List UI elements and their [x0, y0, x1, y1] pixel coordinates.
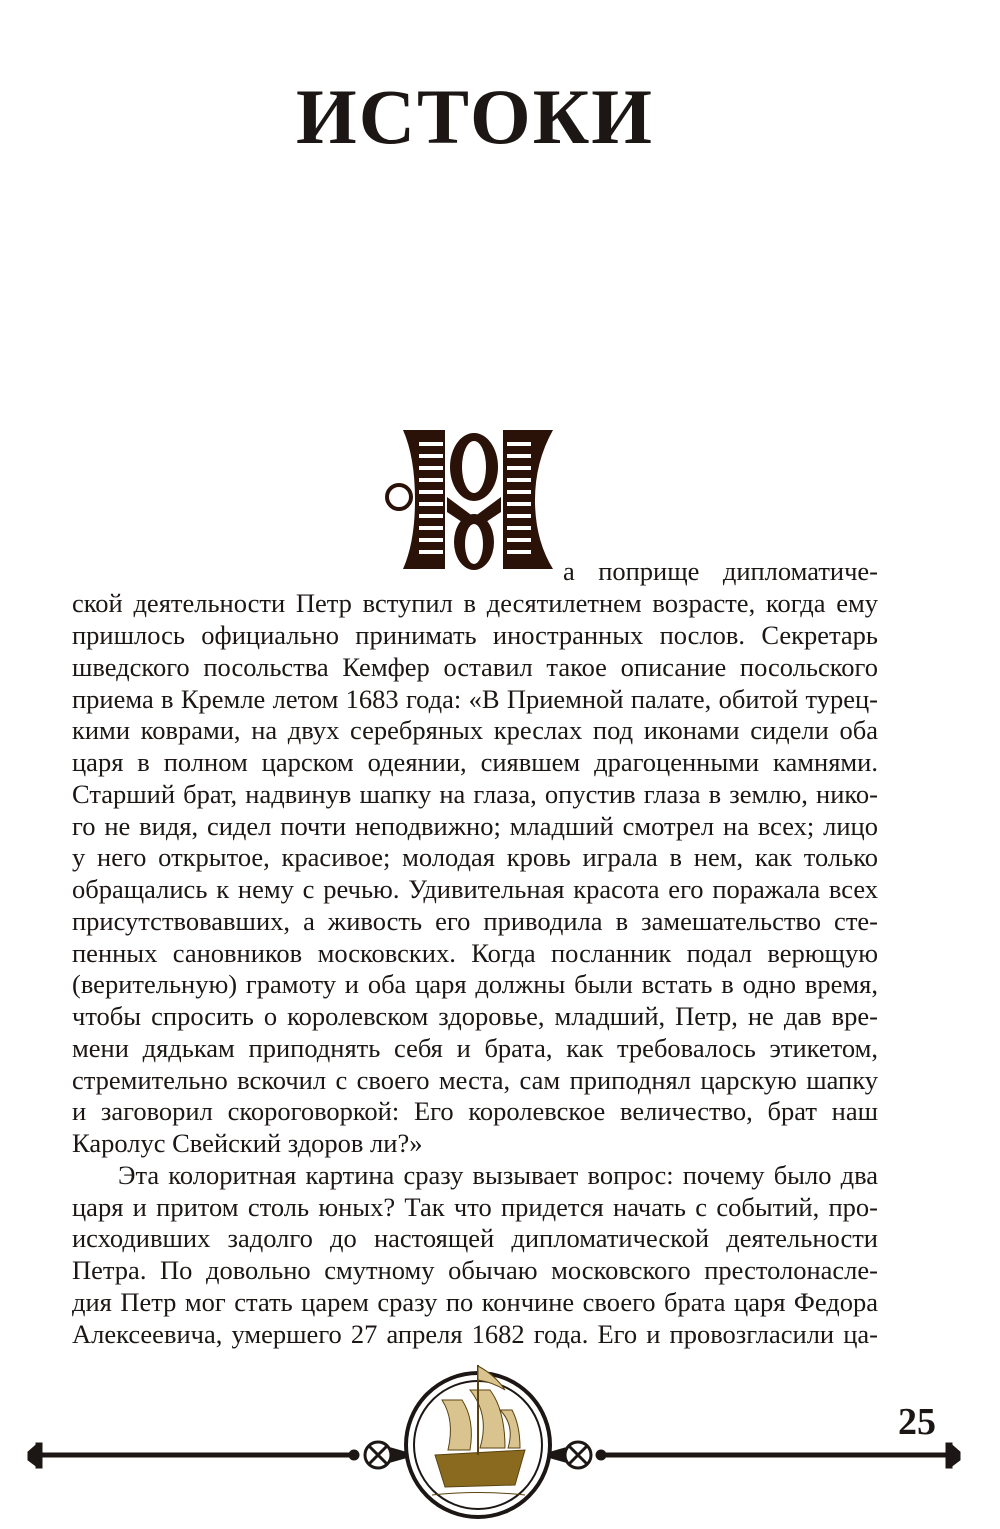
text-line: мени дядькам приподнять себя и брата, как требовалось этикетом,: [72, 1033, 878, 1063]
text-line: пенных сановников московских. Когда посланник подал верющую: [72, 938, 878, 968]
text-line: Петра. По довольно смутному обычаю московского престолонасле-: [72, 1255, 878, 1285]
text-line: ской деятельности Петр вступил в десятилетнем возрасте, когда ему: [72, 588, 878, 618]
chapter-title: ИСТОКИ: [296, 73, 654, 160]
text-line: Каролус Свейский здоров ли?»: [72, 1128, 423, 1158]
ship-medallion: [406, 1365, 550, 1517]
text-line: чтобы спросить о королевском здоровье, младший, Петр, не дав вре-: [72, 1001, 878, 1031]
text-line: приема в Кремле летом 1683 года: «В Приемной палате, обитой турец-: [72, 684, 878, 714]
text-line: пришлось официально принимать иностранных послов. Секретарь: [72, 620, 878, 650]
text-line: Старший брат, надвинув шапку на глаза, опустив глаза в землю, нико-: [72, 779, 878, 809]
text-line: у него открытое, красивое; молодая кровь играла в нем, как только: [72, 842, 878, 872]
text-line: и заговорил скороговоркой: Его королевское величество, брат наш: [72, 1096, 878, 1126]
text-line: Алексеевича, умершего 27 апреля 1682 года. Его и провозгласили ца-: [72, 1319, 878, 1349]
drop-cap-letter: [385, 422, 565, 577]
footer-ornament: [0, 1350, 1000, 1529]
text-line: царя и притом столь юных? Так что придется начать с событий, про-: [72, 1192, 878, 1222]
text-line: дия Петр мог стать царем сразу по кончине своего брата царя Федора: [72, 1287, 878, 1317]
text-line: а поприще дипломатиче-: [563, 556, 878, 586]
text-line: (верительную) грамоту и оба царя должны были встать в одно время,: [72, 969, 878, 999]
text-line: шведского посольства Кемфер оставил такое описание посольского: [72, 652, 878, 682]
text-line: обращались к нему с речью. Удивительная красота его поражала всех: [72, 874, 878, 904]
text-line: го не видя, сидел почти неподвижно; младший смотрел на всех; лицо: [72, 811, 878, 841]
text-line: царя в полном царском одеянии, сиявшем драгоценными камнями.: [72, 747, 878, 777]
text-line: кими коврами, на двух серебряных креслах под иконами сидели оба: [72, 715, 878, 745]
text-line: присутствовавших, а живость его приводила в замешательство сте-: [72, 906, 878, 936]
page-number: 25: [898, 1401, 936, 1443]
text-line: стремительно вскочил с своего места, сам приподнял царскую шапку: [72, 1065, 878, 1095]
text-line: Эта колоритная картина сразу вызывает вопрос: почему было два: [118, 1160, 878, 1190]
text-line: исходивших задолго до настоящей дипломатической деятельности: [72, 1223, 878, 1253]
